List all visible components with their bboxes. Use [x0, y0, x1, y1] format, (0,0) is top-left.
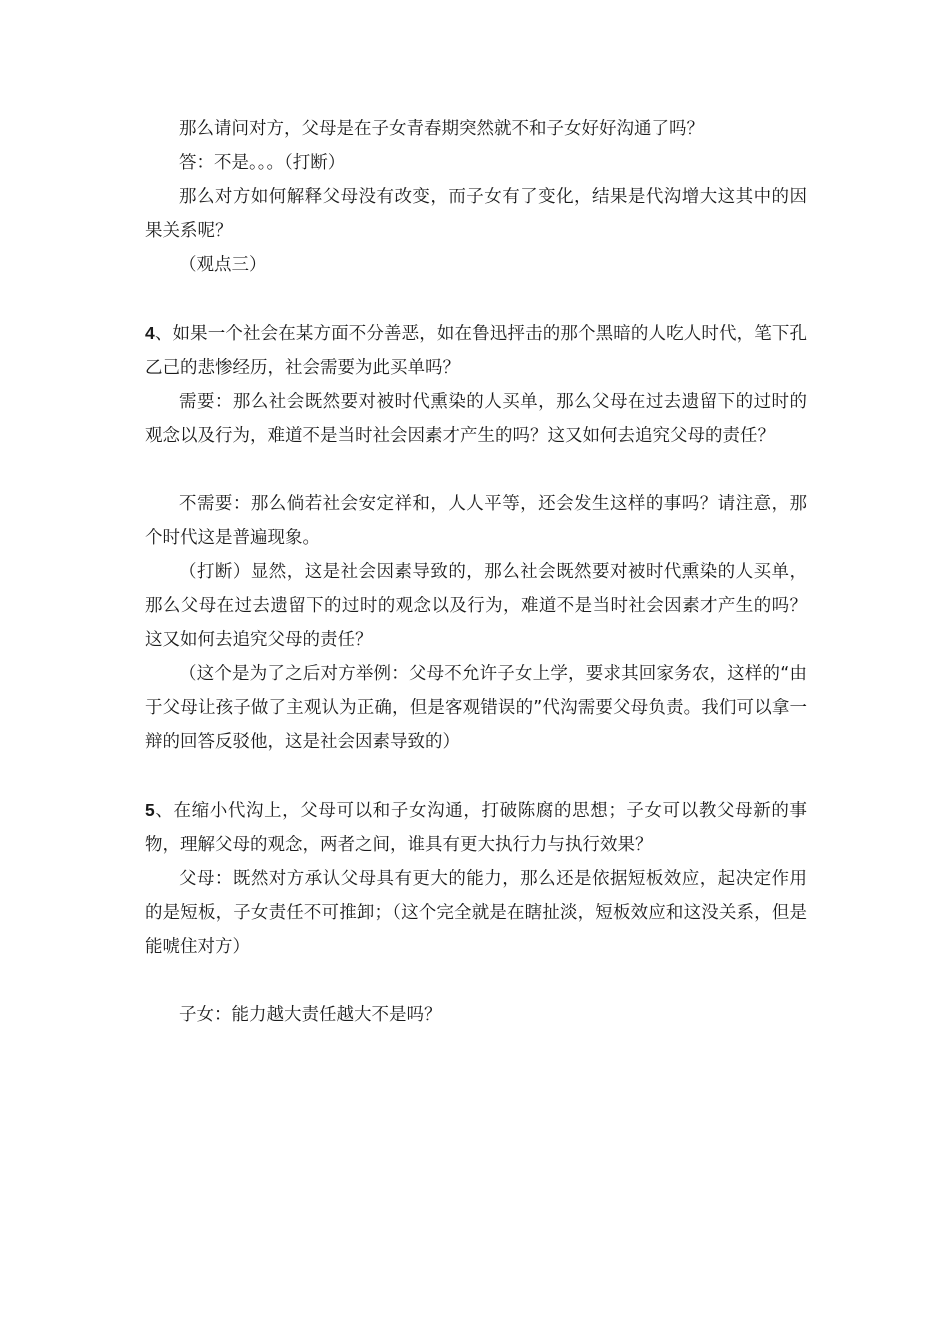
body-paragraph: （观点三）	[179, 255, 267, 275]
paragraph-gap	[145, 964, 807, 998]
body-paragraph: 父母：既然对方承认父母具有更大的能力，那么还是依据短板效应，起决定作用的是短板，子女责任不可推卸；（这个完全就是在瞎扯淡，短板效应和这没关系，但是能唬住对方）	[145, 869, 807, 957]
question-text: 、如果一个社会在某方面不分善恶，如在鲁迅抨击的那个黑暗的人吃人时代，笔下孔乙己的悲惨经历，社会需要为此买单吗？	[145, 324, 807, 378]
paragraph-gap	[145, 282, 807, 316]
body-paragraph: 不需要：那么倘若社会安定祥和，人人平等，还会发生这样的事吗？请注意，那个时代这是普遍现象。	[145, 494, 807, 548]
body-paragraph: 子女：能力越大责任越大不是吗？	[179, 1005, 442, 1025]
question-number: 4	[145, 323, 155, 343]
question-text: 、在缩小代沟上，父母可以和子女沟通，打破陈腐的思想；子女可以教父母新的事物，理解父母的观念，两者之间，谁具有更大执行力与执行效果？	[145, 801, 807, 855]
paragraph-gap	[145, 759, 807, 793]
body-paragraph: 那么请问对方，父母是在子女青春期突然就不和子女好好沟通了吗？	[179, 119, 704, 139]
question-number: 5	[145, 800, 155, 820]
body-paragraph: （这个是为了之后对方举例：父母不允许子女上学，要求其回家务农，这样的“由于父母让孩子做了主观认为正确，但是客观错误的”代沟需要父母负责。我们可以拿一辩的回答反驳他，这是社会因素导致的）	[145, 664, 807, 752]
body-paragraph: 那么对方如何解释父母没有改变，而子女有了变化，结果是代沟增大这其中的因果关系呢？	[145, 187, 807, 241]
question-paragraph	[145, 793, 807, 862]
document-page	[145, 112, 807, 1032]
question-paragraph	[145, 316, 807, 385]
paragraph-gap	[145, 453, 807, 487]
body-paragraph: 答：不是。。。（打断）	[179, 153, 346, 173]
body-paragraph: （打断）显然，这是社会因素导致的，那么社会既然要对被时代熏染的人买单，那么父母在过去遗留下的过时的观念以及行为，难道不是当时社会因素才产生的吗？这又如何去追究父母的责任？	[145, 562, 807, 650]
body-paragraph: 需要：那么社会既然要对被时代熏染的人买单，那么父母在过去遗留下的过时的观念以及行为，难道不是当时社会因素才产生的吗？这又如何去追究父母的责任？	[145, 392, 807, 446]
